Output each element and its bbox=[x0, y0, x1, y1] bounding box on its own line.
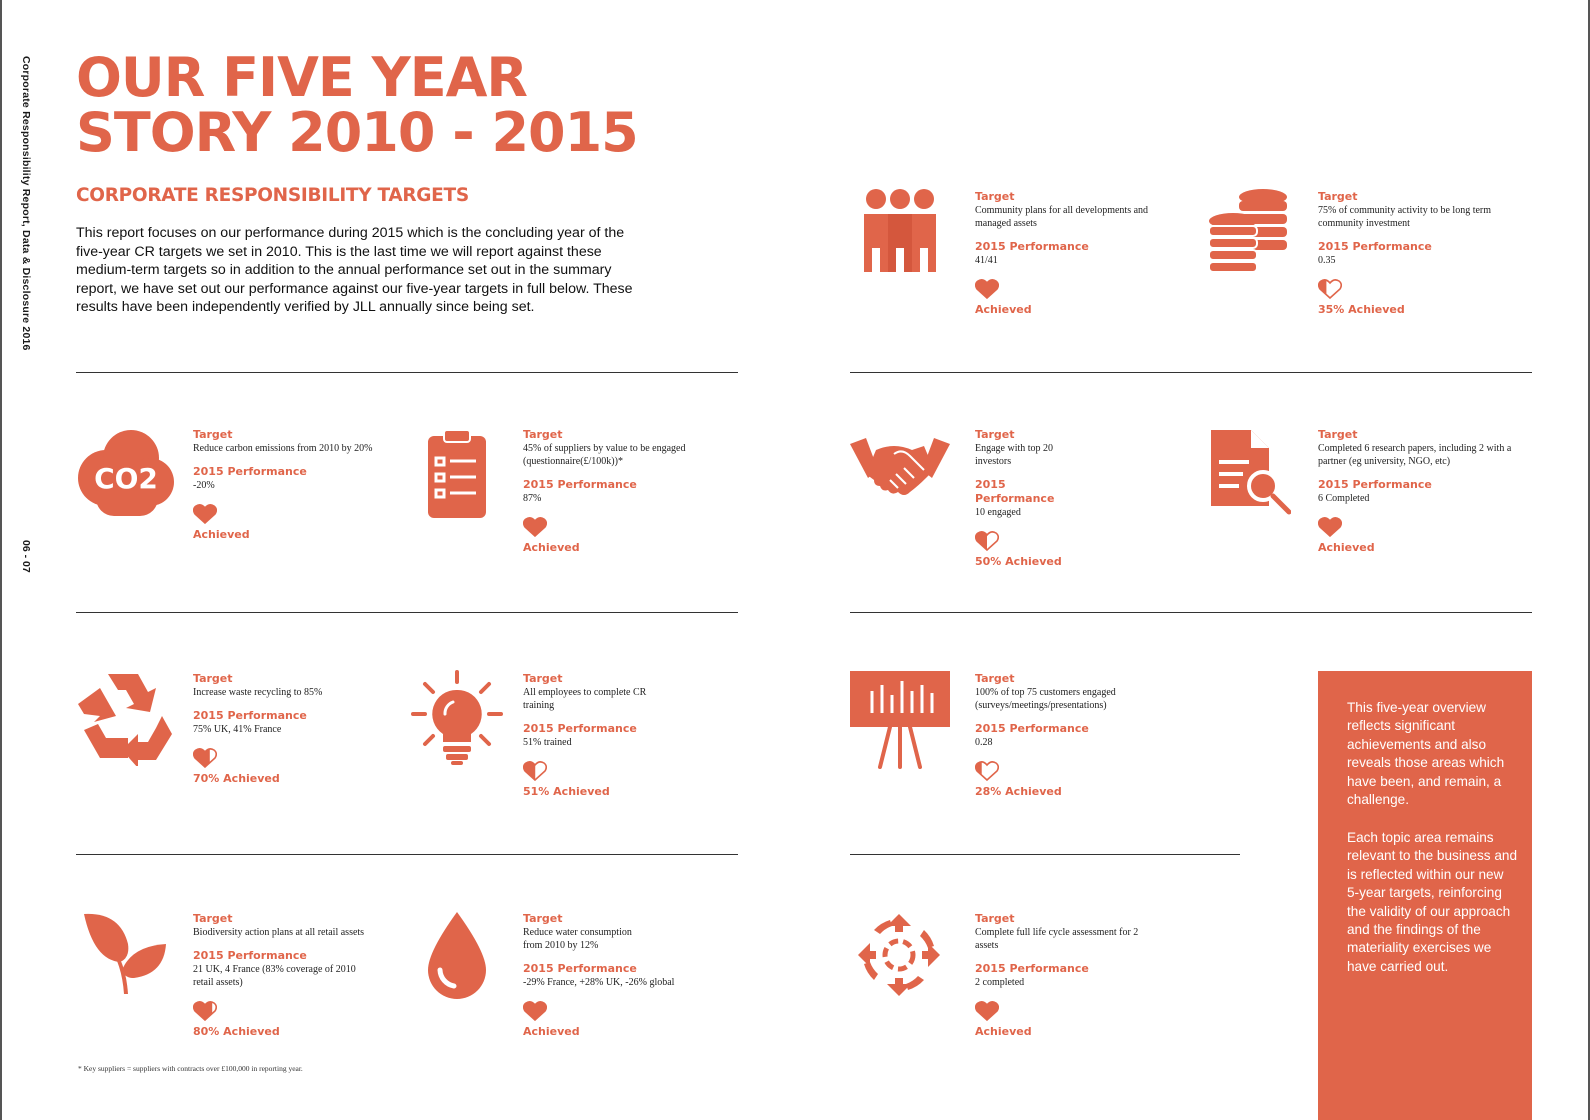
achievement-status: Achieved bbox=[523, 1025, 580, 1038]
performance-label: 2015 Performance bbox=[975, 962, 1089, 975]
target-text: Reduce water consumption from 2010 by 12% bbox=[523, 927, 632, 951]
target-block-carbon-emissions bbox=[193, 428, 373, 542]
divider bbox=[76, 372, 738, 373]
title-line-1: OUR FIVE YEAR bbox=[76, 46, 527, 109]
title-line-2: STORY 2010 - 2015 bbox=[76, 101, 638, 164]
target-label: Target bbox=[193, 912, 233, 925]
achievement-status: Achieved bbox=[975, 1025, 1032, 1038]
target-text: Reduce carbon emissions from 2010 by 20% bbox=[193, 443, 373, 454]
target-block-biodiversity bbox=[193, 912, 403, 1039]
leaf-icon bbox=[80, 912, 170, 996]
divider bbox=[76, 854, 738, 855]
achievement-heart-icon bbox=[975, 761, 999, 781]
achievement-status: Achieved bbox=[193, 528, 250, 541]
water-drop-icon bbox=[426, 910, 488, 1000]
achievement-heart-icon bbox=[193, 748, 217, 768]
target-block-customers bbox=[975, 672, 1155, 799]
achievement-heart-icon bbox=[1318, 279, 1342, 299]
people-icon bbox=[860, 188, 940, 274]
target-text: 75% of community activity to be long term community investment bbox=[1318, 205, 1492, 229]
performance-value: 10 engaged bbox=[975, 507, 1021, 518]
target-text: Complete full life cycle assessment for 2 assets bbox=[975, 927, 1139, 951]
coins-icon bbox=[1207, 188, 1291, 274]
co2-cloud-icon bbox=[76, 428, 176, 520]
performance-value: 41/41 bbox=[975, 255, 998, 266]
target-block-investors bbox=[975, 428, 1085, 569]
achievement-status: 28% Achieved bbox=[975, 785, 1062, 798]
target-block-community-plans bbox=[975, 190, 1185, 317]
intro-paragraph: This report focuses on our performance during 2015 which is the concluding year of the five-year CR targets we set in 2010. This is the last time we will report against these medium-term targets so in addition to the annual performance set out in the summary report, we have set out our performance against our five-year targets in full below. These results have been independently verified by JLL annually since being set. bbox=[76, 225, 633, 316]
performance-value: 87% bbox=[523, 493, 542, 504]
target-text: Completed 6 research papers, including 2 with a partner (eg university, NGO, etc) bbox=[1318, 443, 1512, 467]
achievement-heart-icon bbox=[975, 279, 999, 299]
sidebar-report-name: Corporate Responsibility Report, Data & Disclosure 2016 bbox=[20, 56, 32, 351]
achievement-heart-icon bbox=[523, 1001, 547, 1021]
target-label: Target bbox=[975, 672, 1015, 685]
recycle-icon bbox=[76, 670, 174, 766]
page-title bbox=[76, 46, 638, 164]
target-label: Target bbox=[523, 428, 563, 441]
target-label: Target bbox=[1318, 190, 1358, 203]
target-label: Target bbox=[193, 672, 233, 685]
performance-label: 2015 Performance bbox=[193, 465, 307, 478]
achievement-status: 80% Achieved bbox=[193, 1025, 280, 1038]
performance-value: 21 UK, 4 France (83% coverage of 2010 retail assets) bbox=[193, 964, 356, 988]
achievement-heart-icon bbox=[193, 504, 217, 524]
performance-value: -29% France, +28% UK, -26% global bbox=[523, 977, 675, 988]
target-label: Target bbox=[975, 912, 1015, 925]
performance-label: 2015 Performance bbox=[193, 949, 307, 962]
target-text: Biodiversity action plans at all retail assets bbox=[193, 927, 365, 938]
callout-paragraph-2: Each topic area remains relevant to the business and is reflected within our new 5-year targets, reinforcing the validity of our approach and the findings of the materiality exercises we have carried out. bbox=[1347, 830, 1518, 974]
performance-label: 2015 Performance bbox=[1318, 478, 1432, 491]
target-block-waste-recycling bbox=[193, 672, 333, 786]
target-label: Target bbox=[975, 428, 1015, 441]
target-text: 45% of suppliers by value to be engaged (questionnaire(£/100k))* bbox=[523, 443, 686, 467]
target-block-suppliers bbox=[523, 428, 733, 555]
achievement-status: 51% Achieved bbox=[523, 785, 610, 798]
divider bbox=[850, 612, 1532, 613]
achievement-heart-icon bbox=[1318, 517, 1342, 537]
performance-label: 2015 Performance bbox=[523, 478, 637, 491]
divider bbox=[850, 372, 1532, 373]
achievement-heart-icon bbox=[975, 531, 999, 551]
co2-label: CO2 bbox=[94, 462, 158, 495]
summary-callout bbox=[1318, 671, 1532, 1120]
target-label: Target bbox=[975, 190, 1015, 203]
clipboard-icon bbox=[426, 428, 488, 520]
achievement-status: Achieved bbox=[523, 541, 580, 554]
performance-label: 2015 Performance bbox=[975, 478, 1055, 505]
divider bbox=[76, 612, 738, 613]
target-label: Target bbox=[523, 912, 563, 925]
lightbulb-icon bbox=[411, 670, 503, 766]
achievement-status: 70% Achieved bbox=[193, 772, 280, 785]
target-text: Increase waste recycling to 85% bbox=[193, 687, 323, 698]
target-label: Target bbox=[193, 428, 233, 441]
page-numbers: 06 - 07 bbox=[20, 540, 32, 573]
achievement-heart-icon bbox=[523, 761, 547, 781]
callout-paragraph-1: This five-year overview reflects significant achievements and also reveals those areas which have been, and remain, a challenge. bbox=[1347, 700, 1505, 808]
target-text: Engage with top 20 investors bbox=[975, 443, 1054, 467]
performance-value: 51% trained bbox=[523, 737, 572, 748]
performance-label: 2015 Performance bbox=[523, 962, 637, 975]
lifecycle-icon bbox=[856, 912, 942, 998]
achievement-heart-icon bbox=[193, 1001, 217, 1021]
target-block-water bbox=[523, 912, 703, 1039]
target-block-community-investment bbox=[1318, 190, 1518, 317]
achievement-status: Achieved bbox=[1318, 541, 1375, 554]
performance-label: 2015 Performance bbox=[975, 722, 1089, 735]
target-block-life-cycle bbox=[975, 912, 1155, 1039]
performance-label: 2015 Performance bbox=[523, 722, 637, 735]
performance-value: 2 completed bbox=[975, 977, 1025, 988]
achievement-status: Achieved bbox=[975, 303, 1032, 316]
performance-value: 0.28 bbox=[975, 737, 993, 748]
achievement-status: 35% Achieved bbox=[1318, 303, 1405, 316]
target-block-cr-training bbox=[523, 672, 663, 799]
performance-value: -20% bbox=[193, 480, 215, 491]
performance-value: 6 Completed bbox=[1318, 493, 1370, 504]
performance-value: 75% UK, 41% France bbox=[193, 724, 282, 735]
achievement-heart-icon bbox=[523, 517, 547, 537]
performance-label: 2015 Performance bbox=[975, 240, 1089, 253]
research-document-icon bbox=[1209, 428, 1291, 518]
target-label: Target bbox=[523, 672, 563, 685]
performance-label: 2015 Performance bbox=[1318, 240, 1432, 253]
target-text: Community plans for all developments and managed assets bbox=[975, 205, 1149, 229]
performance-value: 0.35 bbox=[1318, 255, 1336, 266]
achievement-status: 50% Achieved bbox=[975, 555, 1062, 568]
page-edge-left bbox=[0, 0, 2, 1120]
target-text: All employees to complete CR training bbox=[523, 687, 647, 711]
performance-label: 2015 Performance bbox=[193, 709, 307, 722]
handshake-icon bbox=[850, 436, 950, 502]
footnote: * Key suppliers = suppliers with contracts over £100,000 in reporting year. bbox=[78, 1064, 303, 1073]
target-label: Target bbox=[1318, 428, 1358, 441]
presentation-icon bbox=[850, 671, 950, 769]
target-block-research-papers bbox=[1318, 428, 1528, 555]
target-text: 100% of top 75 customers engaged (surveys/meetings/presentations) bbox=[975, 687, 1116, 711]
divider bbox=[850, 854, 1240, 855]
achievement-heart-icon bbox=[975, 1001, 999, 1021]
section-subtitle: CORPORATE RESPONSIBILITY TARGETS bbox=[76, 185, 469, 206]
